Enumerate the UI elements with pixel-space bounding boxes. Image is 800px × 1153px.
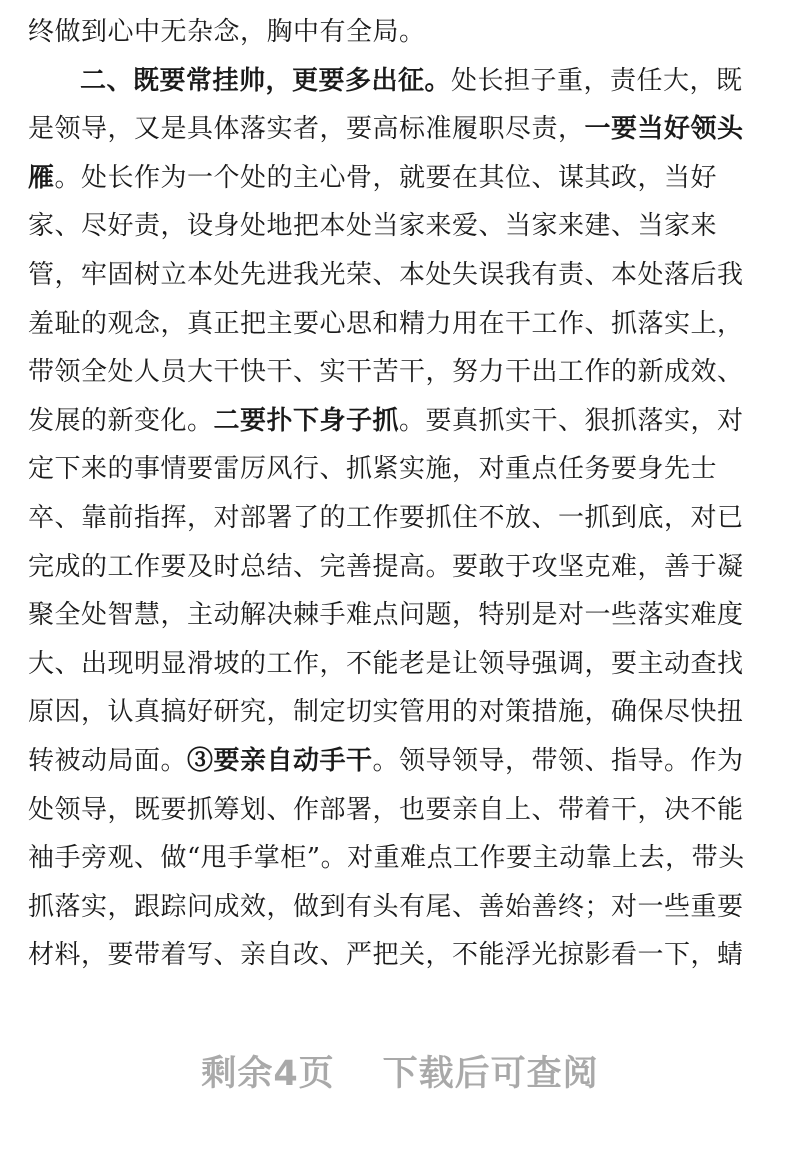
text-run: 羞耻的观念，真正把主要心思和精力用在干工作、抓落实上， xyxy=(28,308,744,339)
text-line xyxy=(28,300,773,349)
text-line xyxy=(28,786,773,835)
text-line xyxy=(28,397,773,446)
document-body xyxy=(28,8,773,980)
text-line xyxy=(28,543,773,592)
text-run: 卒、靠前指挥，对部署了的工作要抓住不放、一抓到底，对已 xyxy=(28,502,744,533)
text-run: 处长担子重，责任大，既 xyxy=(451,65,743,96)
text-line xyxy=(28,931,773,980)
bold-text-run: ③要亲自动手干 xyxy=(187,745,373,776)
text-line xyxy=(28,883,773,932)
text-line xyxy=(28,348,773,397)
text-run: 是领导，又是具体落实者，要高标准履职尽责， xyxy=(28,114,585,145)
text-line xyxy=(28,251,773,300)
text-line xyxy=(28,688,773,737)
bold-text-run: 一要当好领头 xyxy=(584,114,744,145)
text-run: 。要真抓实干、狠抓落实，对 xyxy=(399,405,744,436)
text-line xyxy=(28,202,773,251)
text-line xyxy=(28,494,773,543)
text-run: 。处长作为一个处的主心骨，就要在其位、谋其政，当好 xyxy=(54,162,718,193)
text-run: 。领导领导，带领、指导。作为 xyxy=(372,745,744,776)
text-run: 带领全处人员大干快干、实干苦干，努力干出工作的新成效、 xyxy=(28,357,744,388)
text-run: 抓落实，跟踪问成效，做到有头有尾、善始善终；对一些重要 xyxy=(28,891,744,922)
text-run: 发展的新变化。 xyxy=(28,405,214,436)
text-line xyxy=(28,8,773,57)
text-line xyxy=(28,591,773,640)
text-run: 管，牢固树立本处先进我光荣、本处失误我有责、本处落后我 xyxy=(28,259,744,290)
text-line xyxy=(28,640,773,689)
text-run: 大、出现明显滑坡的工作，不能老是让领导强调，要主动查找 xyxy=(28,648,744,679)
text-line xyxy=(28,834,773,883)
text-line xyxy=(28,105,773,154)
bold-text-run: 二、既要常挂帅，更要多出征。 xyxy=(80,65,452,96)
text-run: 家、尽好责，设身处地把本处当家来爱、当家来建、当家来 xyxy=(28,211,718,242)
text-run: 原因，认真搞好研究，制定切实管用的对策措施，确保尽快扭 xyxy=(28,697,744,728)
text-run: 定下来的事情要雷厉风行、抓紧实施，对重点任务要身先士 xyxy=(28,454,718,485)
download-to-view-text: 下载后可查阅 xyxy=(382,1054,599,1094)
text-line xyxy=(28,737,773,786)
text-run: 转被动局面。 xyxy=(28,745,188,776)
text-run: 处领导，既要抓筹划、作部署，也要亲自上、带着干，决不能 xyxy=(28,794,744,825)
text-run: 聚全处智慧，主动解决棘手难点问题，特别是对一些落实难度 xyxy=(28,600,744,631)
text-run: 终做到心中无杂念，胸中有全局。 xyxy=(28,17,426,47)
text-run: 完成的工作要及时总结、完善提高。要敢于攻坚克难，善于凝 xyxy=(28,551,744,582)
remaining-pages-text: 剩余4页 xyxy=(201,1054,335,1094)
bold-text-run: 雁 xyxy=(28,162,55,193)
download-notice[interactable] xyxy=(0,1046,800,1096)
text-run: 材料，要带着写、亲自改、严把关，不能浮光掠影看一下，蜻 xyxy=(28,940,744,971)
text-line xyxy=(28,445,773,494)
text-line xyxy=(28,154,773,203)
text-run: 袖手旁观、做“甩手掌柜”。对重难点工作要主动靠上去，带头 xyxy=(28,843,745,874)
text-line xyxy=(28,57,773,106)
bold-text-run: 二要扑下身子抓 xyxy=(213,405,400,436)
